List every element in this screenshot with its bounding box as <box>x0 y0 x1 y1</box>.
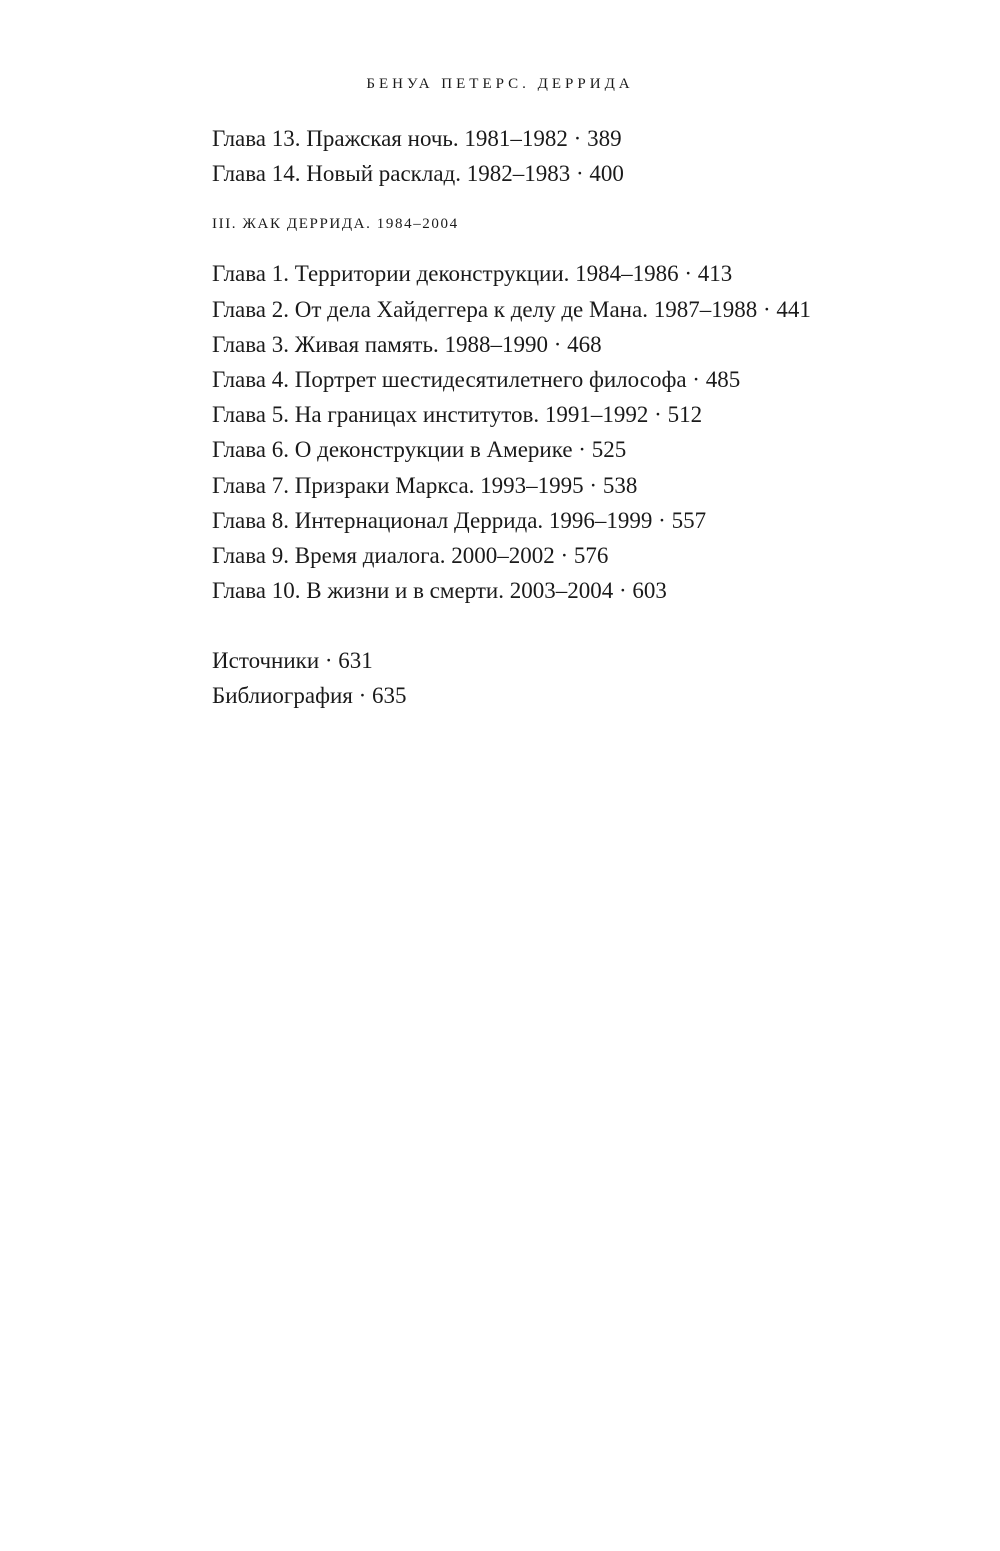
toc-entry-chapter-7: Глава 7. Призраки Маркса. 1993–1995 · 538 <box>212 472 638 498</box>
continued-chapters <box>212 121 912 191</box>
toc-entry-bibliography: Библиография · 635 <box>212 683 407 709</box>
part-heading: III. ЖАК ДЕРРИДА. 1984–2004 <box>212 216 459 233</box>
running-head: БЕНУА ПЕТЕРС. ДЕРРИДА <box>366 76 634 92</box>
table-of-contents <box>212 121 912 714</box>
part-chapters <box>212 256 912 608</box>
toc-entry-chapter-10: Глава 10. В жизни и в смерти. 2003–2004 · 603 <box>212 578 667 604</box>
toc-entry-chapter-8: Глава 8. Интернационал Деррида. 1996–1999 · 557 <box>212 507 707 533</box>
toc-entry-chapter-4: Глава 4. Портрет шестидесятилетнего философа · 485 <box>212 366 741 392</box>
toc-entry-chapter-6: Глава 6. О деконструкции в Америке · 525 <box>212 437 627 463</box>
toc-entry-chapter-5: Глава 5. На границах институтов. 1991–1992 · 512 <box>212 402 703 428</box>
toc-entry-chapter-3: Глава 3. Живая память. 1988–1990 · 468 <box>212 331 602 357</box>
back-matter <box>212 643 912 713</box>
toc-entry-chapter-2: Глава 2. От дела Хайдеггера к делу де Мана. 1987–1988 · 441 <box>212 296 811 322</box>
toc-entry-sources: Источники · 631 <box>212 648 373 674</box>
toc-entry-chapter-14: Глава 14. Новый расклад. 1982–1983 · 400 <box>212 161 624 187</box>
toc-entry-chapter-1: Глава 1. Территории деконструкции. 1984–1986 · 413 <box>212 261 733 287</box>
toc-entry-chapter-9: Глава 9. Время диалога. 2000–2002 · 576 <box>212 542 609 568</box>
spacer <box>212 608 912 643</box>
toc-entry-chapter-13: Глава 13. Пражская ночь. 1981–1982 · 389 <box>212 126 622 151</box>
